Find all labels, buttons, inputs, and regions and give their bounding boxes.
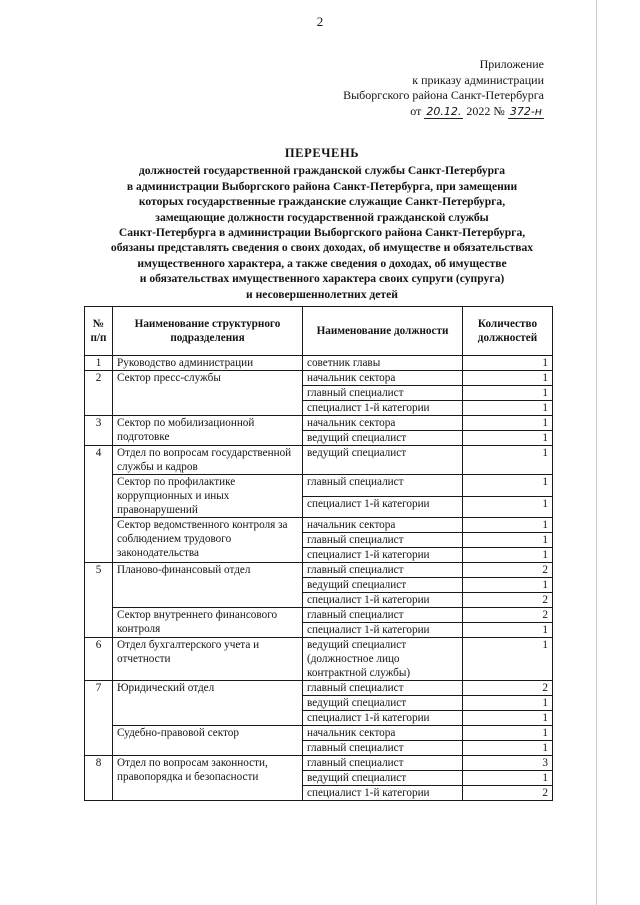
- table-row: [85, 416, 553, 431]
- date-prefix: от: [410, 103, 422, 118]
- header-position: Наименование должности: [303, 307, 463, 356]
- cell-position: ведущий специалист: [303, 696, 463, 711]
- table-row: [85, 756, 553, 771]
- cell-position: главный специалист: [303, 741, 463, 756]
- cell-unit: Отдел бухгалтерского учета и отчетности: [113, 638, 303, 681]
- title-line: имущественного характера, а также сведения о доходах, об имуществе: [137, 256, 507, 270]
- cell-position: советник главы: [303, 356, 463, 371]
- cell-unit: Планово-финансовый отдел: [113, 563, 303, 608]
- cell-num: 4: [85, 446, 113, 563]
- cell-unit: Сектор пресс-службы: [113, 371, 303, 416]
- page-number: 2: [316, 14, 324, 29]
- appendix-date-line: [343, 104, 544, 120]
- cell-qty: 1: [463, 518, 553, 533]
- cell-qty: 1: [463, 726, 553, 741]
- cell-unit: Сектор ведомственного контроля за соблюдением трудового законодательства: [113, 518, 303, 563]
- cell-position: ведущий специалист: [303, 446, 463, 475]
- title-line: замещающие должности государственной гражданской службы: [155, 210, 489, 224]
- cell-position: специалист 1-й категории: [303, 548, 463, 563]
- cell-qty: 1: [463, 578, 553, 593]
- cell-position: специалист 1-й категории: [303, 786, 463, 801]
- appendix-block: [343, 57, 544, 119]
- title-line: в администрации Выборгского района Санкт-Петербурга, при замещении: [126, 179, 518, 193]
- cell-position: главный специалист: [303, 608, 463, 623]
- cell-position: главный специалист: [303, 386, 463, 401]
- title-line: и обязательствах имущественного характера своих супруги (супруга): [139, 272, 505, 286]
- table-row: [85, 475, 553, 497]
- title-line: обязаны представлять сведения о своих доходах, об имуществе и обязательствах: [110, 241, 534, 255]
- cell-unit: Сектор внутреннего финансового контроля: [113, 608, 303, 638]
- title-line: и несовершеннолетних детей: [246, 287, 398, 301]
- cell-qty: 1: [463, 741, 553, 756]
- cell-unit: Отдел по вопросам законности, правопорядка и безопасности: [113, 756, 303, 801]
- title-line: Санкт-Петербурга в администрации Выборгского района Санкт-Петербурга,: [118, 226, 526, 240]
- table-row: [85, 446, 553, 475]
- cell-qty: 1: [463, 446, 553, 475]
- title-lines: [70, 163, 574, 302]
- cell-unit: Сектор по профилактике коррупционных и иных правонарушений: [113, 475, 303, 518]
- cell-num: 2: [85, 371, 113, 416]
- cell-qty: 3: [463, 756, 553, 771]
- cell-position: главный специалист: [303, 563, 463, 578]
- cell-qty: 1: [463, 771, 553, 786]
- cell-position: начальник сектора: [303, 416, 463, 431]
- cell-position: специалист 1-й категории: [303, 711, 463, 726]
- cell-qty: 2: [463, 593, 553, 608]
- cell-position: главный специалист: [303, 756, 463, 771]
- header-qty: Количество должностей: [463, 307, 553, 356]
- cell-qty: 1: [463, 533, 553, 548]
- cell-unit: Руководство администрации: [113, 356, 303, 371]
- table-row: [85, 726, 553, 741]
- cell-qty: 1: [463, 638, 553, 681]
- cell-position: главный специалист: [303, 475, 463, 497]
- cell-qty: 2: [463, 608, 553, 623]
- cell-position: ведущий специалист (должностное лицо контрактной службы): [303, 638, 463, 681]
- handwritten-date: 20.12.: [426, 104, 462, 118]
- header-unit: Наименование структурного подразделения: [113, 307, 303, 356]
- cell-position: начальник сектора: [303, 726, 463, 741]
- cell-position: специалист 1-й категории: [303, 593, 463, 608]
- cell-qty: 2: [463, 563, 553, 578]
- page-edge-line: [596, 0, 597, 905]
- cell-position: специалист 1-й категории: [303, 401, 463, 416]
- cell-num: 6: [85, 638, 113, 681]
- cell-qty: 1: [463, 548, 553, 563]
- cell-qty: 1: [463, 416, 553, 431]
- cell-position: специалист 1-й категории: [303, 496, 463, 518]
- cell-qty: 1: [463, 386, 553, 401]
- header-num: № п/п: [85, 307, 113, 356]
- cell-num: 5: [85, 563, 113, 638]
- cell-position: ведущий специалист: [303, 771, 463, 786]
- cell-unit: Отдел по вопросам государственной службы и кадров: [113, 446, 303, 475]
- cell-qty: 2: [463, 681, 553, 696]
- cell-unit: Юридический отдел: [113, 681, 303, 726]
- table-row: [85, 638, 553, 681]
- positions-table: [84, 306, 553, 801]
- cell-position: начальник сектора: [303, 518, 463, 533]
- year-label: 2022 №: [466, 103, 505, 118]
- table-row: [85, 371, 553, 386]
- cell-qty: 2: [463, 786, 553, 801]
- table-body: [85, 356, 553, 801]
- cell-qty: 1: [463, 496, 553, 518]
- cell-qty: 1: [463, 401, 553, 416]
- title-heading: ПЕРЕЧЕНЬ: [284, 146, 360, 160]
- cell-position: главный специалист: [303, 533, 463, 548]
- cell-qty: 1: [463, 711, 553, 726]
- cell-qty: 1: [463, 371, 553, 386]
- cell-num: 8: [85, 756, 113, 801]
- cell-qty: 1: [463, 431, 553, 446]
- table-row: [85, 563, 553, 578]
- cell-position: ведущий специалист: [303, 431, 463, 446]
- cell-num: 3: [85, 416, 113, 446]
- table-header-row: [85, 307, 553, 356]
- table-row: [85, 518, 553, 533]
- title-line: должностей государственной гражданской службы Санкт-Петербурга: [138, 164, 506, 178]
- table-row: [85, 608, 553, 623]
- appendix-line2: к приказу администрации: [412, 72, 544, 87]
- cell-position: специалист 1-й категории: [303, 623, 463, 638]
- cell-num: 1: [85, 356, 113, 371]
- cell-qty: 1: [463, 356, 553, 371]
- cell-num: 7: [85, 681, 113, 756]
- appendix-line3: Выборгского района Санкт-Петербурга: [343, 88, 544, 102]
- cell-unit: Сектор по мобилизационной подготовке: [113, 416, 303, 446]
- cell-unit: Судебно-правовой сектор: [113, 726, 303, 756]
- appendix-line1: Приложение: [479, 57, 544, 71]
- title-line: которых государственные гражданские служащие Санкт-Петербурга,: [138, 195, 506, 209]
- cell-position: начальник сектора: [303, 371, 463, 386]
- cell-position: ведущий специалист: [303, 578, 463, 593]
- table-row: [85, 681, 553, 696]
- handwritten-number: 372-н: [509, 104, 542, 118]
- cell-qty: 1: [463, 475, 553, 497]
- cell-position: главный специалист: [303, 681, 463, 696]
- cell-qty: 1: [463, 696, 553, 711]
- cell-qty: 1: [463, 623, 553, 638]
- document-title: [70, 146, 574, 302]
- table-row: [85, 356, 553, 371]
